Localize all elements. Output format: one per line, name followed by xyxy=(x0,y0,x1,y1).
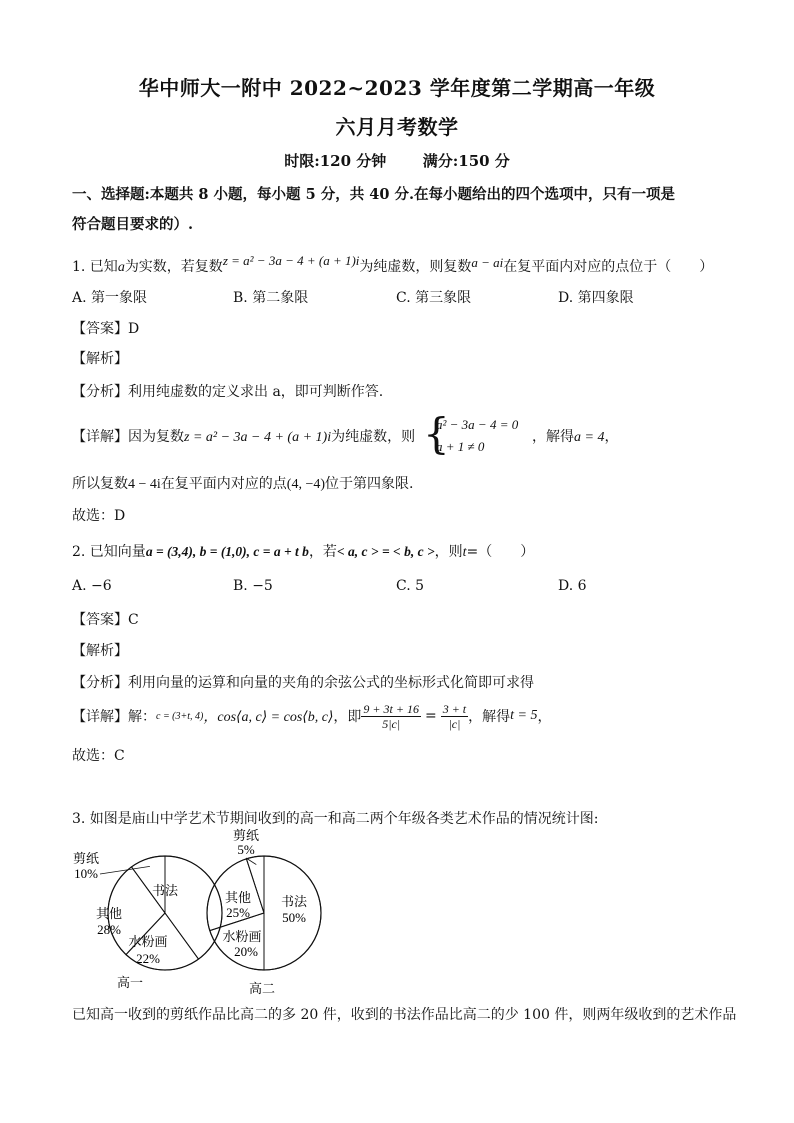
pie-label-name: 剪纸 xyxy=(232,828,260,843)
q1-fenxi-label: 【分析】 xyxy=(72,384,128,400)
pie-label-value: 50% xyxy=(282,910,306,925)
pie-slice-书法 xyxy=(165,856,222,959)
q1-choose: 故选：D xyxy=(72,508,126,524)
pie-slice-其他 xyxy=(207,859,264,931)
pie-label-name: 书法 xyxy=(280,894,308,909)
pie-label-name: 其他 xyxy=(224,890,252,905)
q2-option-d: D. 6 xyxy=(558,578,587,594)
q2-tvar: t xyxy=(462,545,467,560)
q1-option-c: C. 第三象限 xyxy=(396,290,472,306)
q2-xiangjie-a: 解： xyxy=(128,709,156,725)
q2-frac1-num: 9 + 3t + 16 xyxy=(363,701,419,716)
q1-line2-num: 4 − 4i xyxy=(128,477,161,492)
q2-xiangjie xyxy=(72,700,551,732)
pie-label-value: 28% xyxy=(97,922,121,937)
q2-option-c: C. 5 xyxy=(396,578,425,594)
q1-option-d: D. 第四象限 xyxy=(558,290,634,306)
q1-formula2: a − ai xyxy=(471,255,504,270)
q3-stem2: 已知高一收到的剪纸作品比高二的多 20 件，收到的书法作品比高二的少 100 件，则两年级收到的艺术作品 xyxy=(72,1007,737,1023)
q1-system-eq2: a + 1 ≠ 0 xyxy=(436,439,485,454)
q2-frac2 xyxy=(441,702,468,731)
q2-stem-a: 2. 已知向量 xyxy=(72,544,146,560)
q2-result: t = 5 xyxy=(510,708,538,723)
q2-analysis-label: 【解析】 xyxy=(72,643,128,659)
q1-analysis-label: 【解析】 xyxy=(72,351,128,367)
time-limit: 时限:120 分钟 xyxy=(284,152,387,170)
pie-slice-剪纸 xyxy=(246,856,264,913)
q1-xiangjie-label: 【详解】 xyxy=(72,429,128,445)
q2-frac2-den: |c| xyxy=(448,716,461,731)
q1-stem xyxy=(72,253,714,276)
pie-leader-line xyxy=(246,858,256,865)
q2-stem-b: ，若 xyxy=(308,544,337,560)
q1-answer-value: D xyxy=(128,321,140,337)
pie-label-name: 剪纸 xyxy=(72,851,100,866)
full-score: 满分:150 分 xyxy=(422,152,510,170)
exam-title: 华中师大一附中 2022~2023 学年度第二学期高一年级 xyxy=(138,76,656,100)
q2-stem xyxy=(72,541,534,561)
q1-stem-d: 在复平面内对应的点位于（ ） xyxy=(503,259,714,275)
pie-title: 高一 xyxy=(116,975,144,990)
q2-condition: < a, c > = < b, c > xyxy=(336,544,435,559)
pie-slice-书法 xyxy=(264,856,321,970)
q1-xiangjie-result xyxy=(532,426,618,446)
q2-answer-value: C xyxy=(128,612,139,628)
q1-system-eq1: a² − 3a − 4 = 0 xyxy=(436,417,519,432)
q2-fenxi-text: 利用向量的运算和向量的夹角的余弦公式的坐标形式化简即可求得 xyxy=(128,675,534,691)
pie-slice-水粉画 xyxy=(210,913,264,970)
pie-outline xyxy=(108,856,222,970)
pie-slice-剪纸 xyxy=(132,856,166,913)
q2-option-a: A. −6 xyxy=(72,578,112,594)
q1-formula: z = a² − 3a − 4 + (a + 1)i xyxy=(222,253,360,268)
q1-xiangjie-b: 为纯虚数，则 xyxy=(331,429,416,445)
q2-frac1-den: 5|c| xyxy=(382,716,401,731)
q2-stem-d: =（ ） xyxy=(466,544,535,560)
q3-stem: 3. 如图是庙山中学艺术节期间收到的高一和高二两个年级各类艺术作品的情况统计图: xyxy=(72,811,599,827)
pie-chart-grade2 xyxy=(207,828,321,996)
q2-fenxi-label: 【分析】 xyxy=(72,675,128,691)
q1-stem-a: 1. 已知 xyxy=(72,259,118,275)
q2-frac1 xyxy=(361,702,421,731)
q2-answer xyxy=(72,609,139,629)
q1-answer-label: 【答案】 xyxy=(72,321,128,337)
q2-answer-label: 【答案】 xyxy=(72,612,128,628)
pie-slice-水粉画 xyxy=(126,913,199,970)
q1-option-a: A. 第一象限 xyxy=(72,290,148,306)
q1-system-brace: { xyxy=(423,409,450,458)
pie-label-name: 水粉画 xyxy=(128,934,168,949)
pie-chart-grade1 xyxy=(73,851,222,990)
q1-fenxi-text: 利用纯虚数的定义求出 a，即可判断作答. xyxy=(128,384,384,400)
pie-label-name: 其他 xyxy=(95,906,123,921)
pie-label-name: 书法 xyxy=(151,883,179,898)
q1-stem-c: 为纯虚数，则复数 xyxy=(359,259,472,275)
q1-xiangjie-a: 因为复数 xyxy=(128,429,184,445)
q1-answer xyxy=(72,318,139,338)
q2-xiangjie-label: 【详解】 xyxy=(72,709,128,725)
q2-fenxi xyxy=(72,672,534,692)
q2-jiede: ，解得 xyxy=(468,709,511,725)
exam-subtitle: 六月月考数学 xyxy=(335,115,459,139)
pie-label-value: 20% xyxy=(234,944,258,959)
pie-label-name: 水粉画 xyxy=(222,929,262,944)
q2-eq: = xyxy=(424,708,437,724)
q1-xiangjie-formula: z = a² − 3a − 4 + (a + 1)i xyxy=(184,430,332,445)
pie-label-value: 25% xyxy=(226,905,250,920)
q1-option-b: B. 第二象限 xyxy=(233,290,309,306)
pie-leader-line xyxy=(100,866,150,874)
q1-stem-b: 为实数，若复数 xyxy=(124,259,223,275)
q2-option-b: B. −5 xyxy=(233,578,273,594)
section-heading-cont: 符合题目要求的）. xyxy=(72,216,194,233)
q2-cos-eq: ，cos⟨a, c⟩ = cos⟨b, c⟩ xyxy=(203,710,334,725)
pie-title: 高二 xyxy=(248,981,276,996)
pie-label-value: 22% xyxy=(136,951,160,966)
pie-label-value: 10% xyxy=(74,866,98,881)
q2-vec-c: c = (3+t, 4) xyxy=(156,710,204,722)
q1-xiangjie-c: ，解得 xyxy=(532,429,574,445)
q1-line2-c: 位于第四象限. xyxy=(325,476,414,492)
q1-comma: ， xyxy=(604,429,619,445)
pie-label-value: 5% xyxy=(237,842,255,857)
q1-xiangjie xyxy=(72,426,415,446)
pie-outline xyxy=(207,856,321,970)
q2-frac2-num: 3 + t xyxy=(442,701,467,716)
exam-info xyxy=(0,150,794,171)
q1-line2 xyxy=(72,473,413,493)
q1-fenxi xyxy=(72,381,383,401)
q1-result: a = 4 xyxy=(574,430,605,445)
q2-ji: ，即 xyxy=(333,709,362,725)
q1-line2-b: 在复平面内对应的点 xyxy=(160,476,287,492)
q1-var: a xyxy=(117,260,125,275)
section-heading: 一、选择题:本题共 8 小题，每小题 5 分，共 40 分.在每小题给出的四个选项中，只有一项是 xyxy=(72,186,676,203)
pie-slice-其他 xyxy=(108,867,168,955)
q1-line2-a: 所以复数 xyxy=(72,476,128,492)
q2-formula: a = (3,4), b = (1,0), c = a + t b xyxy=(145,544,309,559)
q2-end: ， xyxy=(537,709,552,725)
q1-line2-point: (4, −4) xyxy=(286,477,326,492)
q2-choose: 故选：C xyxy=(72,748,125,764)
q2-stem-c: ，则 xyxy=(434,544,463,560)
